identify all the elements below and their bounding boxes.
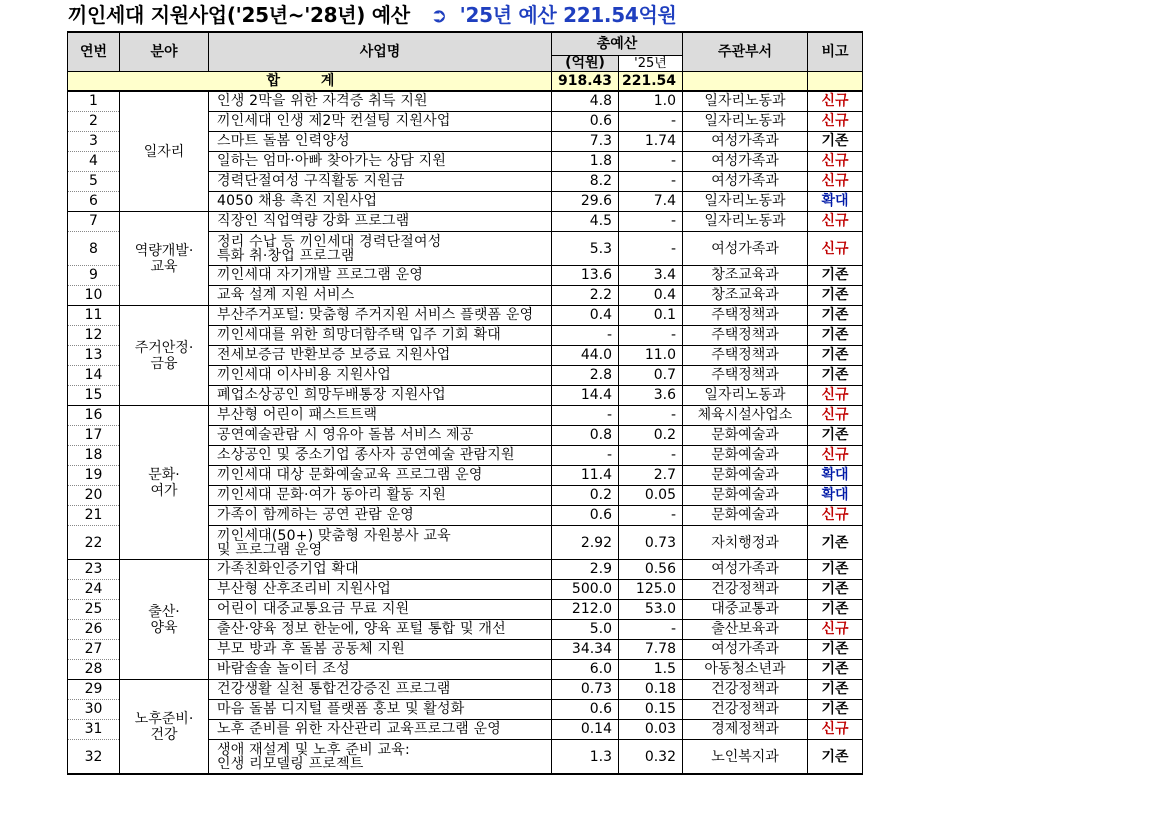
row-no: 28 bbox=[68, 660, 120, 680]
program-name bbox=[209, 620, 552, 640]
y25-budget-cell: 0.18 bbox=[619, 680, 683, 700]
row-no: 18 bbox=[68, 446, 120, 466]
budget-table bbox=[67, 31, 863, 775]
sum-label: 합 계 bbox=[68, 72, 552, 92]
program-name bbox=[209, 172, 552, 192]
field-cell bbox=[120, 560, 209, 680]
dept-cell: 경제정책과 bbox=[683, 720, 808, 740]
dept-cell: 여성가족과 bbox=[683, 172, 808, 192]
program-name bbox=[209, 306, 552, 326]
note-badge: 신규 bbox=[808, 446, 863, 466]
note-badge: 기존 bbox=[808, 700, 863, 720]
header-y25: '25년 bbox=[619, 56, 683, 72]
program-name bbox=[209, 720, 552, 740]
sum-total: 918.43 bbox=[552, 72, 619, 92]
y25-budget-cell: - bbox=[619, 406, 683, 426]
note-badge: 확대 bbox=[808, 192, 863, 212]
program-name bbox=[209, 232, 552, 266]
program-name-line: 바람솔솔 놀이터 조성 bbox=[217, 661, 350, 677]
program-name bbox=[209, 526, 552, 560]
note-badge: 신규 bbox=[808, 152, 863, 172]
dept-cell: 일자리노동과 bbox=[683, 386, 808, 406]
program-name-line: 폐업소상공인 희망두배통장 지원사업 bbox=[217, 387, 446, 403]
dept-cell: 여성가족과 bbox=[683, 560, 808, 580]
total-budget-cell: 212.0 bbox=[552, 600, 619, 620]
program-name-line: 끼인세대 자기개발 프로그램 운영 bbox=[217, 267, 424, 283]
program-name bbox=[209, 286, 552, 306]
program-name bbox=[209, 506, 552, 526]
program-name bbox=[209, 346, 552, 366]
field-label-line: 금융 bbox=[150, 355, 178, 372]
note-badge: 신규 bbox=[808, 91, 863, 112]
program-name bbox=[209, 486, 552, 506]
field-label-line: 역량개발· bbox=[134, 242, 194, 259]
program-name-line: 교육 설계 지원 서비스 bbox=[217, 287, 355, 303]
total-budget-cell: 11.4 bbox=[552, 466, 619, 486]
note-badge: 기존 bbox=[808, 306, 863, 326]
program-name-line: 끼인세대 인생 제2막 컨설팅 지원사업 bbox=[217, 113, 451, 129]
y25-budget-cell: 1.74 bbox=[619, 132, 683, 152]
sum-dept bbox=[683, 72, 808, 92]
total-budget-cell: 4.8 bbox=[552, 91, 619, 112]
y25-budget-cell: 0.73 bbox=[619, 526, 683, 560]
field-cell bbox=[120, 406, 209, 560]
page-title bbox=[68, 0, 1128, 32]
total-budget-cell: 1.3 bbox=[552, 740, 619, 775]
total-budget-cell: 0.73 bbox=[552, 680, 619, 700]
program-name bbox=[209, 386, 552, 406]
total-budget-cell: 1.8 bbox=[552, 152, 619, 172]
program-name bbox=[209, 192, 552, 212]
field-label-line: 양육 bbox=[150, 619, 178, 636]
table-body bbox=[68, 72, 863, 775]
dept-cell: 주택정책과 bbox=[683, 366, 808, 386]
program-name-line: 및 프로그램 운영 bbox=[217, 541, 323, 558]
total-budget-cell: 0.6 bbox=[552, 700, 619, 720]
table-row bbox=[68, 306, 863, 326]
note-badge: 신규 bbox=[808, 172, 863, 192]
row-no: 20 bbox=[68, 486, 120, 506]
y25-budget-cell: 1.5 bbox=[619, 660, 683, 680]
sum-row bbox=[68, 72, 863, 92]
program-name bbox=[209, 152, 552, 172]
y25-budget-cell: 3.6 bbox=[619, 386, 683, 406]
y25-budget-cell: 2.7 bbox=[619, 466, 683, 486]
y25-budget-cell: 3.4 bbox=[619, 266, 683, 286]
note-badge: 기존 bbox=[808, 560, 863, 580]
field-cell: 일자리 bbox=[120, 91, 209, 212]
dept-cell: 출산보육과 bbox=[683, 620, 808, 640]
program-name bbox=[209, 366, 552, 386]
row-no: 22 bbox=[68, 526, 120, 560]
row-no: 30 bbox=[68, 700, 120, 720]
dept-cell: 대중교통과 bbox=[683, 600, 808, 620]
field-label-line: 여가 bbox=[150, 482, 178, 499]
row-no: 13 bbox=[68, 346, 120, 366]
program-name-line: 경력단절여성 구직활동 지원금 bbox=[217, 173, 405, 189]
program-name-line: 어린이 대중교통요금 무료 지원 bbox=[217, 601, 410, 617]
program-name bbox=[209, 406, 552, 426]
note-badge: 신규 bbox=[808, 620, 863, 640]
title-highlight: '25년 예산 221.54억원 bbox=[459, 3, 677, 27]
total-budget-cell: - bbox=[552, 326, 619, 346]
row-no: 27 bbox=[68, 640, 120, 660]
y25-budget-cell: - bbox=[619, 506, 683, 526]
y25-budget-cell: 0.4 bbox=[619, 286, 683, 306]
row-no: 31 bbox=[68, 720, 120, 740]
dept-cell: 창조교육과 bbox=[683, 266, 808, 286]
y25-budget-cell: 7.78 bbox=[619, 640, 683, 660]
y25-budget-cell: 7.4 bbox=[619, 192, 683, 212]
y25-budget-cell: 0.15 bbox=[619, 700, 683, 720]
program-name-line: 끼인세대 이사비용 지원사업 bbox=[217, 367, 391, 383]
dept-cell: 일자리노동과 bbox=[683, 112, 808, 132]
dept-cell: 문화예술과 bbox=[683, 486, 808, 506]
row-no: 9 bbox=[68, 266, 120, 286]
y25-budget-cell: 0.32 bbox=[619, 740, 683, 775]
note-badge: 신규 bbox=[808, 386, 863, 406]
row-no: 23 bbox=[68, 560, 120, 580]
header-name: 사업명 bbox=[209, 32, 552, 72]
program-name-line: 부산형 어린이 패스트트랙 bbox=[217, 407, 378, 423]
row-no: 2 bbox=[68, 112, 120, 132]
note-badge: 기존 bbox=[808, 426, 863, 446]
program-name-line: 인생 리모델링 프로젝트 bbox=[217, 755, 364, 772]
total-budget-cell: 6.0 bbox=[552, 660, 619, 680]
field-label-line: 주거안정· bbox=[134, 339, 194, 356]
note-badge: 기존 bbox=[808, 266, 863, 286]
total-budget-cell: 5.3 bbox=[552, 232, 619, 266]
program-name-line: 끼인세대를 위한 희망더함주택 입주 기회 확대 bbox=[217, 327, 502, 343]
note-badge: 기존 bbox=[808, 526, 863, 560]
program-name-line: 특화 취·창업 프로그램 bbox=[217, 247, 355, 264]
dept-cell: 일자리노동과 bbox=[683, 212, 808, 232]
header-total-unit: (억원) bbox=[552, 56, 619, 72]
program-name-line: 소상공인 및 중소기업 종사자 공연예술 관람지원 bbox=[217, 447, 515, 463]
note-badge: 기존 bbox=[808, 326, 863, 346]
note-badge: 신규 bbox=[808, 232, 863, 266]
field-cell bbox=[120, 306, 209, 406]
y25-budget-cell: - bbox=[619, 232, 683, 266]
total-budget-cell: 0.8 bbox=[552, 426, 619, 446]
total-budget-cell: 0.6 bbox=[552, 506, 619, 526]
program-name bbox=[209, 580, 552, 600]
total-budget-cell: 500.0 bbox=[552, 580, 619, 600]
row-no: 17 bbox=[68, 426, 120, 446]
dept-cell: 주택정책과 bbox=[683, 346, 808, 366]
y25-budget-cell: - bbox=[619, 620, 683, 640]
note-badge: 기존 bbox=[808, 286, 863, 306]
dept-cell: 체육시설사업소 bbox=[683, 406, 808, 426]
dept-cell: 건강정책과 bbox=[683, 680, 808, 700]
header-note: 비고 bbox=[808, 32, 863, 72]
y25-budget-cell: 1.0 bbox=[619, 91, 683, 112]
program-name-line: 정리 수납 등 끼인세대 경력단절여성 bbox=[217, 233, 442, 250]
program-name-line: 건강생활 실천 통합건강증진 프로그램 bbox=[217, 681, 451, 697]
program-name-line: 스마트 돌봄 인력양성 bbox=[217, 133, 350, 149]
program-name-line: 출산·양육 정보 한눈에, 양육 포털 통합 및 개선 bbox=[217, 621, 506, 637]
field-label-line: 교육 bbox=[150, 258, 178, 275]
program-name bbox=[209, 700, 552, 720]
header-dept: 주관부서 bbox=[683, 32, 808, 72]
program-name bbox=[209, 466, 552, 486]
total-budget-cell: 0.6 bbox=[552, 112, 619, 132]
dept-cell: 노인복지과 bbox=[683, 740, 808, 775]
header-field: 분야 bbox=[120, 32, 209, 72]
program-name-line: 일하는 엄마·아빠 찾아가는 상담 지원 bbox=[217, 153, 447, 169]
program-name bbox=[209, 266, 552, 286]
note-badge: 기존 bbox=[808, 660, 863, 680]
field-cell bbox=[120, 680, 209, 775]
program-name bbox=[209, 91, 552, 112]
program-name-line: 부모 방과 후 돌봄 공동체 지원 bbox=[217, 641, 405, 657]
program-name-line: 끼인세대(50+) 맞춤형 자원봉사 교육 bbox=[217, 527, 451, 544]
total-budget-cell: - bbox=[552, 446, 619, 466]
row-no: 3 bbox=[68, 132, 120, 152]
y25-budget-cell: - bbox=[619, 326, 683, 346]
program-name bbox=[209, 326, 552, 346]
total-budget-cell: 2.8 bbox=[552, 366, 619, 386]
dept-cell: 여성가족과 bbox=[683, 152, 808, 172]
total-budget-cell: 2.92 bbox=[552, 526, 619, 560]
table-row bbox=[68, 91, 863, 112]
program-name-line: 공연예술관람 시 영유아 돌봄 서비스 제공 bbox=[217, 427, 474, 443]
y25-budget-cell: 53.0 bbox=[619, 600, 683, 620]
note-badge: 신규 bbox=[808, 212, 863, 232]
dept-cell: 문화예술과 bbox=[683, 446, 808, 466]
y25-budget-cell: 0.05 bbox=[619, 486, 683, 506]
program-name-line: 4050 채용 촉진 지원사업 bbox=[217, 193, 378, 209]
table-row bbox=[68, 560, 863, 580]
row-no: 32 bbox=[68, 740, 120, 775]
program-name-line: 노후 준비를 위한 자산관리 교육프로그램 운영 bbox=[217, 721, 502, 737]
total-budget-cell: 13.6 bbox=[552, 266, 619, 286]
y25-budget-cell: - bbox=[619, 152, 683, 172]
total-budget-cell: 8.2 bbox=[552, 172, 619, 192]
program-name bbox=[209, 426, 552, 446]
program-name-line: 끼인세대 대상 문화예술교육 프로그램 운영 bbox=[217, 467, 483, 483]
dept-cell: 창조교육과 bbox=[683, 286, 808, 306]
dept-cell: 자치행정과 bbox=[683, 526, 808, 560]
header-total-label: 총예산 bbox=[596, 35, 638, 52]
note-badge: 기존 bbox=[808, 580, 863, 600]
program-name bbox=[209, 740, 552, 775]
total-budget-cell: 44.0 bbox=[552, 346, 619, 366]
row-no: 10 bbox=[68, 286, 120, 306]
row-no: 26 bbox=[68, 620, 120, 640]
row-no: 19 bbox=[68, 466, 120, 486]
total-budget-cell: 7.3 bbox=[552, 132, 619, 152]
y25-budget-cell: 0.1 bbox=[619, 306, 683, 326]
note-badge: 신규 bbox=[808, 720, 863, 740]
row-no: 4 bbox=[68, 152, 120, 172]
row-no: 8 bbox=[68, 232, 120, 266]
header-total-budget bbox=[552, 32, 683, 56]
note-badge: 신규 bbox=[808, 406, 863, 426]
table-row bbox=[68, 212, 863, 232]
dept-cell: 주택정책과 bbox=[683, 306, 808, 326]
program-name bbox=[209, 640, 552, 660]
program-name-line: 가족이 함께하는 공연 관람 운영 bbox=[217, 507, 415, 523]
note-badge: 신규 bbox=[808, 506, 863, 526]
note-badge: 기존 bbox=[808, 740, 863, 775]
y25-budget-cell: 0.2 bbox=[619, 426, 683, 446]
note-badge: 기존 bbox=[808, 346, 863, 366]
row-no: 14 bbox=[68, 366, 120, 386]
total-budget-cell: 5.0 bbox=[552, 620, 619, 640]
row-no: 29 bbox=[68, 680, 120, 700]
title-arrow-icon: ➲ bbox=[430, 3, 447, 27]
dept-cell: 일자리노동과 bbox=[683, 91, 808, 112]
program-name-line: 부산형 산후조리비 지원사업 bbox=[217, 581, 391, 597]
row-no: 5 bbox=[68, 172, 120, 192]
program-name-line: 생애 재설계 및 노후 준비 교육: bbox=[217, 741, 410, 758]
program-name bbox=[209, 446, 552, 466]
y25-budget-cell: 0.56 bbox=[619, 560, 683, 580]
dept-cell: 아동청소년과 bbox=[683, 660, 808, 680]
total-budget-cell: 14.4 bbox=[552, 386, 619, 406]
program-name bbox=[209, 680, 552, 700]
dept-cell: 건강정책과 bbox=[683, 700, 808, 720]
program-name-line: 마음 돌봄 디지털 플랫폼 홍보 및 활성화 bbox=[217, 701, 465, 717]
row-no: 6 bbox=[68, 192, 120, 212]
total-budget-cell: 0.2 bbox=[552, 486, 619, 506]
row-no: 1 bbox=[68, 91, 120, 112]
field-label-line: 문화· bbox=[148, 466, 180, 483]
row-no: 25 bbox=[68, 600, 120, 620]
total-budget-cell: 29.6 bbox=[552, 192, 619, 212]
field-cell bbox=[120, 212, 209, 306]
row-no: 21 bbox=[68, 506, 120, 526]
field-label-line: 출산· bbox=[148, 603, 180, 620]
program-name-line: 전세보증금 반환보증 보증료 지원사업 bbox=[217, 347, 451, 363]
title-main: 끼인세대 지원사업('25년~'28년) 예산 bbox=[68, 3, 410, 27]
program-name bbox=[209, 600, 552, 620]
dept-cell: 주택정책과 bbox=[683, 326, 808, 346]
program-name-line: 가족친화인증기업 확대 bbox=[217, 561, 359, 577]
note-badge: 기존 bbox=[808, 600, 863, 620]
row-no: 7 bbox=[68, 212, 120, 232]
program-name-line: 직장인 직업역량 강화 프로그램 bbox=[217, 213, 410, 229]
row-no: 16 bbox=[68, 406, 120, 426]
total-budget-cell: 0.4 bbox=[552, 306, 619, 326]
total-budget-cell: 2.2 bbox=[552, 286, 619, 306]
total-budget-cell: 2.9 bbox=[552, 560, 619, 580]
note-badge: 기존 bbox=[808, 640, 863, 660]
program-name bbox=[209, 112, 552, 132]
y25-budget-cell: 0.03 bbox=[619, 720, 683, 740]
program-name bbox=[209, 660, 552, 680]
sum-y25: 221.54 bbox=[619, 72, 683, 92]
note-badge: 확대 bbox=[808, 466, 863, 486]
dept-cell: 여성가족과 bbox=[683, 132, 808, 152]
table-row bbox=[68, 680, 863, 700]
row-no: 24 bbox=[68, 580, 120, 600]
row-no: 12 bbox=[68, 326, 120, 346]
dept-cell: 여성가족과 bbox=[683, 640, 808, 660]
field-label-line: 건강 bbox=[150, 726, 178, 743]
dept-cell: 문화예술과 bbox=[683, 466, 808, 486]
row-no: 15 bbox=[68, 386, 120, 406]
program-name bbox=[209, 132, 552, 152]
note-badge: 신규 bbox=[808, 112, 863, 132]
field-label-line: 노후준비· bbox=[134, 710, 194, 727]
note-badge: 기존 bbox=[808, 680, 863, 700]
total-budget-cell: 34.34 bbox=[552, 640, 619, 660]
dept-cell: 여성가족과 bbox=[683, 232, 808, 266]
y25-budget-cell: 11.0 bbox=[619, 346, 683, 366]
y25-budget-cell: 125.0 bbox=[619, 580, 683, 600]
note-badge: 기존 bbox=[808, 366, 863, 386]
note-badge: 기존 bbox=[808, 132, 863, 152]
y25-budget-cell: - bbox=[619, 212, 683, 232]
y25-budget-cell: - bbox=[619, 446, 683, 466]
y25-budget-cell: 0.7 bbox=[619, 366, 683, 386]
program-name bbox=[209, 560, 552, 580]
total-budget-cell: 4.5 bbox=[552, 212, 619, 232]
dept-cell: 일자리노동과 bbox=[683, 192, 808, 212]
program-name bbox=[209, 212, 552, 232]
table-row bbox=[68, 406, 863, 426]
note-badge: 확대 bbox=[808, 486, 863, 506]
dept-cell: 문화예술과 bbox=[683, 426, 808, 446]
y25-budget-cell: - bbox=[619, 112, 683, 132]
total-budget-cell: - bbox=[552, 406, 619, 426]
program-name-line: 부산주거포털: 맞춤형 주거지원 서비스 플랫폼 운영 bbox=[217, 307, 534, 323]
y25-budget-cell: - bbox=[619, 172, 683, 192]
dept-cell: 문화예술과 bbox=[683, 506, 808, 526]
header-no: 연번 bbox=[68, 32, 120, 72]
total-budget-cell: 0.14 bbox=[552, 720, 619, 740]
row-no: 11 bbox=[68, 306, 120, 326]
sum-note bbox=[808, 72, 863, 92]
program-name-line: 인생 2막을 위한 자격증 취득 지원 bbox=[217, 93, 428, 109]
dept-cell: 건강정책과 bbox=[683, 580, 808, 600]
program-name-line: 끼인세대 문화·여가 동아리 활동 지원 bbox=[217, 487, 447, 503]
